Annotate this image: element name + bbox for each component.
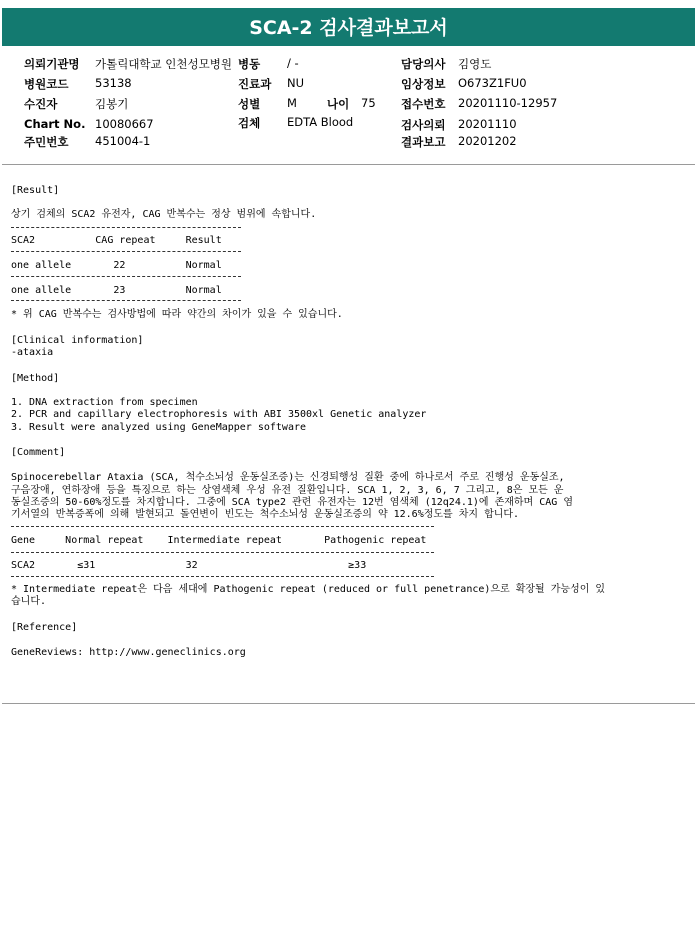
divider-bottom <box>2 703 695 704</box>
hospital-value: 가톨릭대학교 인천성모병원 <box>95 57 232 71</box>
id-value: 451004-1 <box>95 134 151 148</box>
divider <box>11 251 241 252</box>
ward-value: / - <box>287 56 299 70</box>
clinical-info-label: 임상정보 <box>401 77 446 91</box>
report-date-value: 20201202 <box>458 134 517 148</box>
clinical-text: -ataxia <box>11 347 54 358</box>
reception-label: 접수번호 <box>401 97 446 111</box>
comment-heading: [Comment] <box>11 447 66 458</box>
doctor-value: 김영도 <box>458 57 492 71</box>
result-row: one allele 23 Normal <box>11 285 222 296</box>
result-row: one allele 22 Normal <box>11 260 222 271</box>
clinical-info-value: O673Z1FU0 <box>458 76 527 90</box>
reference-heading: [Reference] <box>11 622 78 633</box>
code-label: 병원코드 <box>24 77 69 91</box>
result-heading: [Result] <box>11 185 60 196</box>
divider <box>11 576 434 577</box>
sex-label: 성별 <box>238 97 261 111</box>
divider <box>11 526 434 527</box>
divider <box>11 300 241 301</box>
specimen-label: 검체 <box>238 116 261 130</box>
doctor-label: 담당의사 <box>401 57 446 71</box>
result-table-header: SCA2 CAG repeat Result <box>11 235 222 246</box>
intermediate-note: * Intermediate repeat은 다음 세대에 Pathogenic repeat (reduced or full penetrance)으로 확장될 가능성이 있 <box>11 584 606 595</box>
method-step: 1. DNA extraction from specimen <box>11 397 198 408</box>
report-title: SCA-2 검사결과보고서 <box>2 8 695 46</box>
divider <box>11 276 241 277</box>
clinical-heading: [Clinical information] <box>11 335 144 346</box>
intermediate-note: 습니다. <box>11 596 47 607</box>
comment-line: 구음장애, 연하장애 등을 특징으로 하는 상염색체 우성 유전 질환입니다. SCA 1, 2, 3, 6, 7 그리고, 8은 모든 운 <box>11 485 564 496</box>
result-note: * 위 CAG 반복수는 검사방법에 따라 약간의 차이가 있을 수 있습니다. <box>11 309 343 320</box>
divider <box>11 552 434 553</box>
reference-text: GeneReviews: http://www.geneclinics.org <box>11 647 246 658</box>
result-sentence: 상기 검체의 SCA2 유전자, CAG 반복수는 정상 범위에 속합니다. <box>11 209 317 220</box>
chart-no-label: Chart No. <box>24 117 86 131</box>
method-step: 3. Result were analyzed using GeneMapper software <box>11 422 307 433</box>
code-value: 53138 <box>95 76 132 90</box>
specimen-value: EDTA Blood <box>287 115 354 129</box>
comment-line: 동실조증의 50-60%정도를 차지합니다. 그중에 SCA type2 관련 유전자는 12번 염색체 (12q24.1)에 존재하며 CAG 염 <box>11 497 573 508</box>
id-label: 주민번호 <box>24 135 69 149</box>
gene-table-row: SCA2 ≤31 32 ≥33 <box>11 560 367 571</box>
reception-value: 20201110-12957 <box>458 96 558 110</box>
chart-no-value: 10080667 <box>95 117 154 131</box>
dept-label: 진료과 <box>238 77 272 91</box>
hospital-label: 의뢰기관명 <box>24 57 80 71</box>
ward-label: 병동 <box>238 57 261 71</box>
gene-table-header: Gene Normal repeat Intermediate repeat Pathogenic repeat <box>11 535 427 546</box>
dept-value: NU <box>287 76 305 90</box>
sex-value: M <box>287 96 297 110</box>
divider-top <box>2 164 695 165</box>
comment-line: Spinocerebellar Ataxia (SCA, 척수소뇌성 운동실조증)는 신경퇴행성 질환 중에 하나로서 주로 진행성 운동실조, <box>11 472 565 483</box>
patient-label: 수진자 <box>24 97 58 111</box>
patient-value: 김봉기 <box>95 97 129 111</box>
method-heading: [Method] <box>11 373 60 384</box>
age-label: 나이 <box>327 97 350 111</box>
method-step: 2. PCR and capillary electrophoresis with ABI 3500xl Genetic analyzer <box>11 409 427 420</box>
comment-line: 기서열의 반복증폭에 의해 발현되고 돌연변이 빈도는 척수소뇌성 운동실조증의 약 12.6%정도를 차지 합니다. <box>11 509 520 520</box>
request-value: 20201110 <box>458 117 517 131</box>
divider <box>11 227 241 228</box>
age-value: 75 <box>361 96 376 110</box>
report-date-label: 결과보고 <box>401 135 446 149</box>
request-label: 검사의뢰 <box>401 118 446 132</box>
